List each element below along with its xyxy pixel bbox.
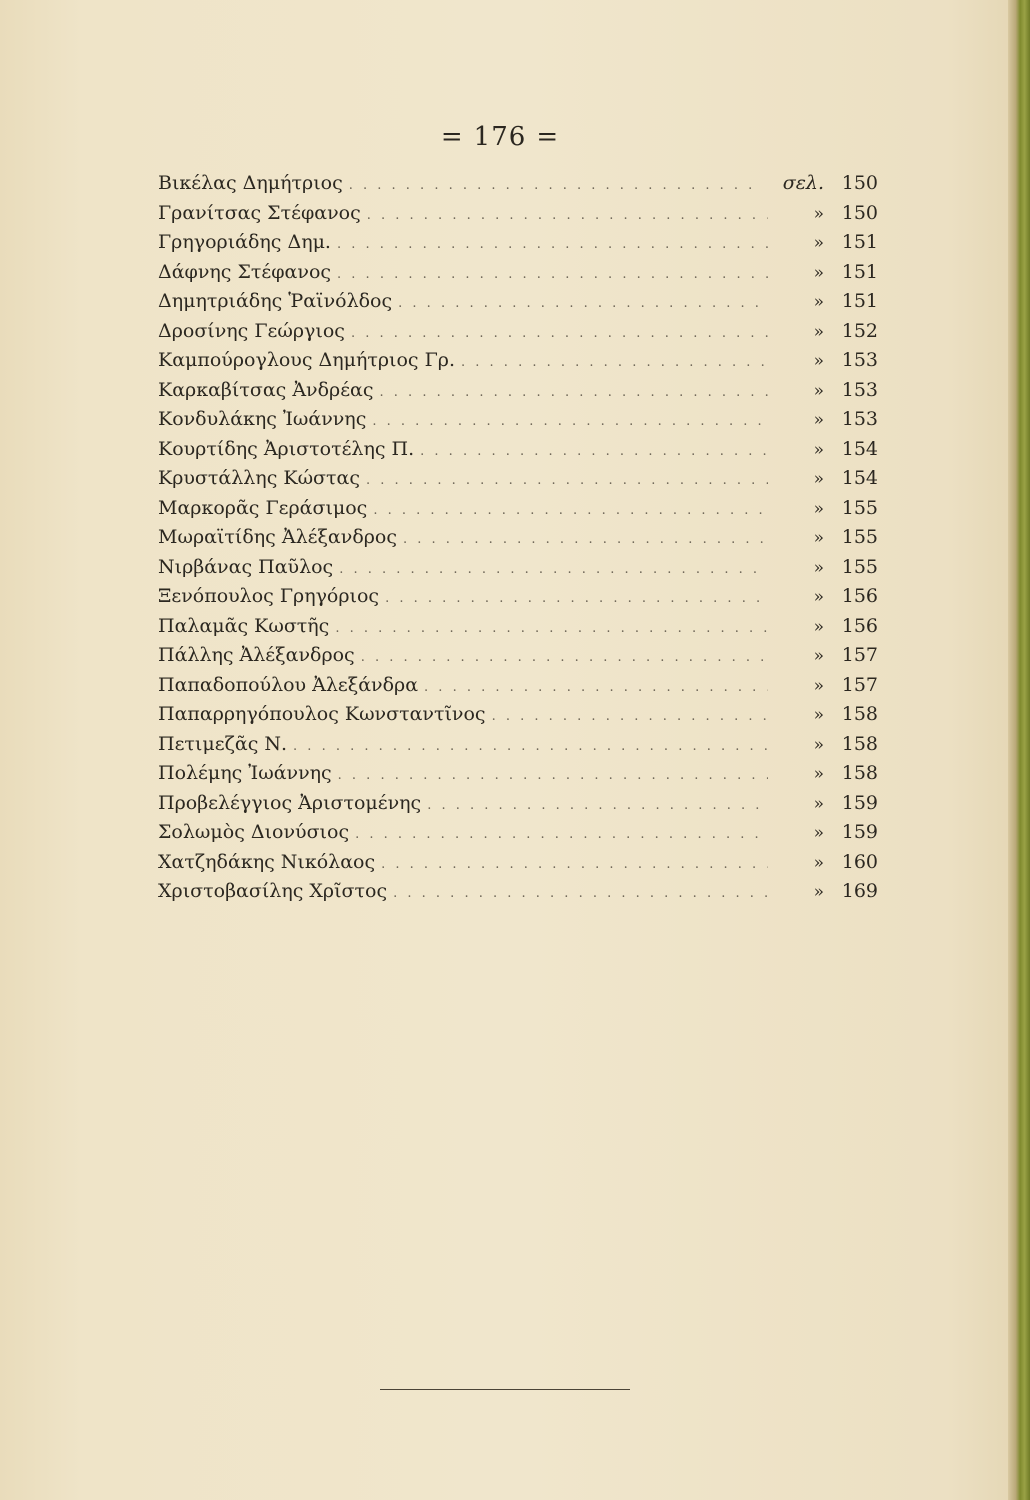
page-label: » [813,616,824,637]
page-ref: 158 [841,703,878,725]
page-label: » [813,321,824,342]
page-label: » [813,233,824,253]
page-label: » [813,557,824,578]
author-name: Κρυστάλλης Κώστας [158,467,361,489]
page-ref: 150 [841,201,878,224]
page-label: » [813,262,824,283]
author-name: Ξενόπουλος Γρηγόριος [158,585,380,607]
page-label: » [813,734,824,755]
decoration-left: = [440,122,464,152]
author-name: Δροσίνης Γεώργιος [158,319,345,342]
toc-entry [158,290,878,320]
author-name: Παλαμᾶς Κωστῆς [158,614,330,637]
dot-leader [492,709,768,724]
author-name: Σολωμὸς Διονύσιος [158,821,350,843]
author-name: Κονδυλάκης Ἰωάννης [158,408,367,430]
author-name: Γρηγοριάδης Δημ. [158,231,331,253]
page-ref: 159 [841,821,878,843]
author-name: Μωραϊτίδης Ἀλέξανδρος [158,526,398,548]
dot-leader [355,827,768,842]
page-ref: 151 [841,231,878,253]
page-ref: 154 [841,437,878,460]
author-name: Πάλλης Ἀλέξανδρος [158,644,355,666]
author-name: Πετιμεζᾶς Ν. [158,732,288,755]
dot-leader [361,650,768,665]
page-ref: 153 [841,349,878,371]
toc-entry [158,497,878,527]
dot-leader [349,178,758,193]
page-ref: 158 [841,732,878,755]
dot-leader [393,886,768,901]
dot-leader [335,621,768,636]
page-ref: 150 [841,172,878,194]
page-label: » [813,410,824,430]
page-label: » [813,469,824,489]
toc-entry [158,556,878,586]
page-label: » [813,793,824,814]
decoration-right: = [536,122,560,152]
page-ref: 158 [841,762,878,784]
page-ref: 155 [841,526,878,548]
dot-leader [403,532,768,547]
page-label: » [813,351,824,371]
page-label: » [813,528,824,548]
page-label: » [813,675,824,696]
toc-entry [158,408,878,438]
toc-entry [158,349,878,379]
toc-entry [158,880,878,910]
author-name: Δάφνης Στέφανος [158,260,332,283]
dot-leader [339,562,768,577]
toc-entry [158,851,878,881]
dot-leader [461,355,768,370]
dot-leader [385,591,768,606]
author-name: Παπαρρηγόπουλος Κωνσταντῖνος [158,703,486,725]
page-ref: 153 [841,408,878,430]
page-label: » [813,498,824,519]
author-name: Καρκαβίτσας Ἀνδρέας [158,378,374,401]
author-name: Χριστοβασίλης Χρῖστος [158,880,388,902]
author-name: Χατζηδάκης Νικόλαος [158,850,376,873]
toc-entry [158,674,878,704]
toc-entry [158,762,878,792]
dot-leader [372,414,768,429]
dot-leader [398,296,768,311]
page-label: » [813,587,824,607]
page-ref: 153 [841,378,878,401]
page-ref: 154 [841,467,878,489]
author-name: Νιρβάνας Παῦλος [158,555,334,578]
page-ref: 157 [841,644,878,666]
author-name: Παπαδοπούλου Ἀλεξάνδρα [158,673,419,696]
page-label: » [813,380,824,401]
page-ref: 159 [841,791,878,814]
author-name: Δημητριάδης Ῥαϊνόλδος [158,290,393,312]
toc-entry [158,703,878,733]
page-number-header [0,122,1000,152]
author-name: Καμπούρογλους Δημήτριος Γρ. [158,349,456,371]
author-name: Βικέλας Δημήτριος [158,172,343,194]
page-label: » [813,852,824,873]
toc-entry [158,644,878,674]
dot-leader [420,444,768,459]
dot-leader [373,503,768,518]
toc-entry [158,733,878,763]
toc-entry [158,821,878,851]
dot-leader [427,798,768,813]
dot-leader [424,680,768,695]
page-ref: 155 [841,555,878,578]
author-name: Γρανίτσας Στέφανος [158,201,361,224]
dot-leader [367,208,768,223]
author-name: Μαρκορᾶς Γεράσιμος [158,496,368,519]
page-label: » [813,764,824,784]
author-name: Πολέμης Ἰωάννης [158,762,332,784]
page-number: 176 [473,122,527,152]
toc-entry [158,438,878,468]
page-label: » [813,292,824,312]
book-spine-edge [1008,0,1030,1500]
page-ref: 169 [841,880,878,902]
page-label: » [813,646,824,666]
toc-entry [158,202,878,232]
page-label: » [813,439,824,460]
page-label: » [813,882,824,902]
page-ref: 160 [841,850,878,873]
page-ref: 156 [841,585,878,607]
table-of-contents [158,172,878,910]
page-ref: 152 [841,319,878,342]
dot-leader [337,267,768,282]
toc-entry [158,172,878,202]
page-label: » [813,823,824,843]
toc-entry [158,379,878,409]
toc-entry [158,615,878,645]
dot-leader [293,739,768,754]
page-ref: 151 [841,290,878,312]
author-name: Προβελέγγιος Ἀριστομένης [158,791,422,814]
toc-entry [158,467,878,497]
page-ref: 155 [841,496,878,519]
toc-entry [158,585,878,615]
dot-leader [366,473,768,488]
dot-leader [380,385,768,400]
dot-leader [337,237,768,252]
closing-rule [380,1389,630,1390]
dot-leader [338,768,768,783]
toc-entry [158,231,878,261]
author-name: Κουρτίδης Ἀριστοτέλης Π. [158,437,415,460]
page-ref: 157 [841,673,878,696]
page-label: σελ. [782,172,824,194]
page-ref: 156 [841,614,878,637]
dot-leader [351,326,768,341]
toc-entry [158,792,878,822]
toc-entry [158,261,878,291]
page-ref: 151 [841,260,878,283]
toc-entry [158,320,878,350]
page-label: » [813,705,824,725]
toc-entry [158,526,878,556]
page-label: » [813,203,824,224]
dot-leader [381,857,768,872]
